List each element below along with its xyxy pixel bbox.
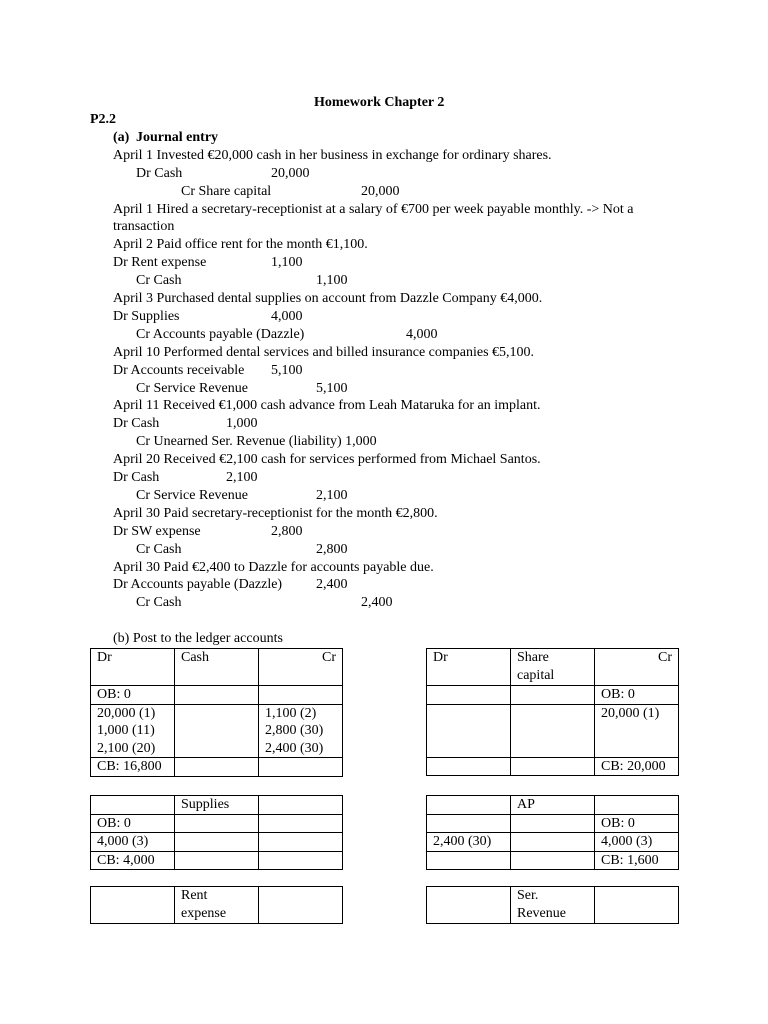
journal-amount: 2,100 [226,470,258,485]
journal-amount: 4,000 [406,327,438,342]
ledger-account-name: AP [511,796,595,815]
ledger-entry: 2,400 (30) [265,740,324,756]
ledger-entry: 20,000 (1) [97,705,156,721]
journal-line: April 3 Purchased dental supplies on account from Dazzle Company €4,000. [113,291,543,306]
journal-line: April 1 Hired a secretary-receptionist at a salary of €700 per week payable monthly. -> Not a [113,202,634,217]
ledger-closing-balance: CB: 16,800 [91,758,175,777]
journal-line: Cr Cash [136,542,182,557]
journal-amount: 2,800 [316,542,348,557]
ledger-account-name: Ser. Revenue [511,887,595,924]
ledger-entry: 1,100 (2) [265,705,317,721]
journal-line: Dr Accounts payable (Dazzle) [113,577,283,592]
journal-line: April 30 Paid €2,400 to Dazzle for accounts payable due. [113,560,434,575]
ledger-account-name: Cash [175,649,259,686]
ledger-account-name: Share capital [511,649,595,686]
part-a-label: (a) [113,130,130,145]
journal-line: Cr Cash [136,273,182,288]
ledger-closing-balance: CB: 20,000 [595,757,679,776]
journal-line: Dr SW expense [113,524,201,539]
journal-line: Dr Supplies [113,309,180,324]
journal-line: Cr Service Revenue [136,488,248,503]
ledger-closing-balance: CB: 1,600 [595,851,679,870]
ledger-entry: 1,000 (11) [97,723,155,738]
ledger-dr-label: Dr [427,649,511,686]
page-title: Homework Chapter 2 [314,95,445,110]
part-b-heading: (b) Post to the ledger accounts [113,631,283,646]
ledger-opening-balance: OB: 0 [91,814,175,833]
journal-line: Dr Cash [113,470,160,485]
journal-line: Cr Unearned Ser. Revenue (liability) 1,000 [136,434,377,449]
ledger-opening-balance: OB: 0 [595,686,679,705]
ledger-rent-expense [90,886,343,924]
ledger-debits [91,704,175,758]
journal-line: Dr Rent expense [113,255,207,270]
ledger-ap [426,795,679,870]
journal-amount: 2,100 [316,488,348,503]
journal-line: Dr Accounts receivable [113,363,245,378]
ledger-entry: 4,000 (3) [595,833,679,852]
journal-line: Dr Cash [136,166,183,181]
journal-line: April 10 Performed dental services and billed insurance companies €5,100. [113,345,535,360]
ledger-opening-balance: OB: 0 [595,814,679,833]
journal-amount: 1,000 [226,416,258,431]
journal-amount: 2,800 [271,524,303,539]
ledger-cash [90,648,343,777]
journal-line: Cr Accounts payable (Dazzle) [136,327,305,342]
journal-amount: 5,100 [316,381,348,396]
journal-line: April 20 Received €2,100 cash for services performed from Michael Santos. [113,452,541,467]
ledger-account-name: Supplies [175,796,259,815]
journal-amount: 2,400 [316,577,348,592]
ledger-share-capital [426,648,679,776]
ledger-closing-balance: CB: 4,000 [91,851,175,870]
ledger-ser-revenue [426,886,679,924]
journal-line: Cr Share capital [181,184,272,199]
ledger-entry: 20,000 (1) [595,704,679,757]
ledger-credits [259,704,343,758]
journal-line: Dr Cash [113,416,160,431]
part-a-heading: Journal entry [136,130,219,145]
journal-amount: 1,100 [316,273,348,288]
journal-amount: 20,000 [361,184,400,199]
journal-line: April 1 Invested €20,000 cash in her business in exchange for ordinary shares. [113,148,552,163]
ledger-entry: 4,000 (3) [91,833,175,852]
ledger-cr-label: Cr [595,649,679,686]
ledger-cr-label: Cr [259,649,343,686]
journal-amount: 4,000 [271,309,303,324]
journal-amount: 2,400 [361,595,393,610]
ledger-opening-balance: OB: 0 [91,686,175,705]
journal-amount: 5,100 [271,363,303,378]
journal-line: transaction [113,219,175,234]
ledger-entry: 2,100 (20) [97,740,156,756]
journal-line: April 2 Paid office rent for the month €1,100. [113,237,368,252]
journal-line: Cr Service Revenue [136,381,248,396]
journal-amount: 1,100 [271,255,303,270]
journal-line: Cr Cash [136,595,182,610]
ledger-entry: 2,800 (30) [265,723,324,738]
journal-amount: 20,000 [271,166,310,181]
ledger-account-name: Rent expense [175,887,259,924]
problem-number: P2.2 [90,112,117,127]
ledger-entry: 2,400 (30) [427,833,511,852]
journal-line: April 30 Paid secretary-receptionist for the month €2,800. [113,506,438,521]
journal-line: April 11 Received €1,000 cash advance from Leah Mataruka for an implant. [113,398,541,413]
ledger-dr-label: Dr [91,649,175,686]
ledger-supplies [90,795,343,870]
